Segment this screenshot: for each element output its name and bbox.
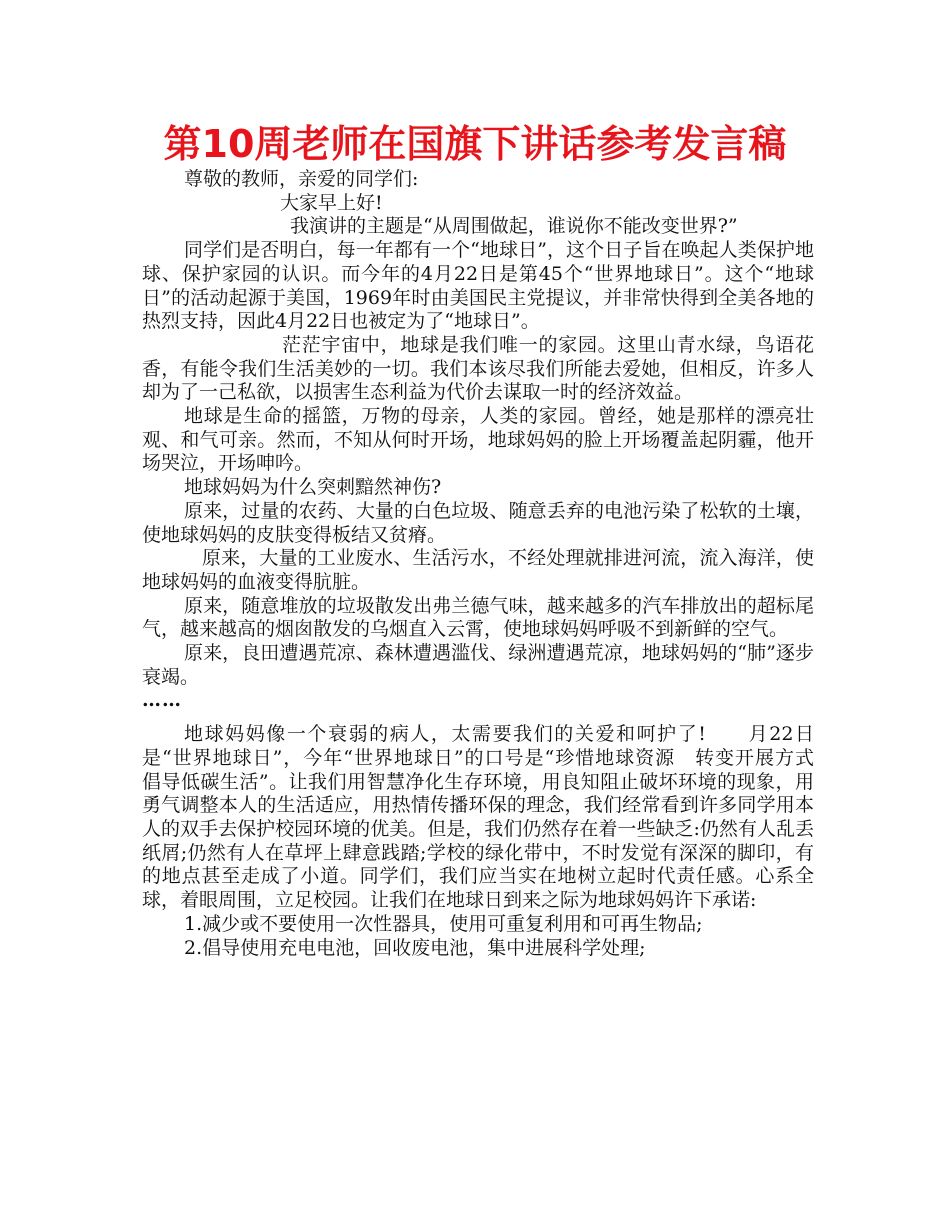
speech-topic: 我演讲的主题是“从周围做起，谁说你不能改变世界?” [290,215,738,238]
list-item-1: 1.减少或不要使用一次性器具，使用可重复利用和可再生物品; [184,912,703,935]
salutation: 尊敬的教师，亲爱的同学们: [184,168,419,190]
paragraph-water-pollution: 原来，大量的工业废水、生活污水，不经处理就排进河流，流入海洋，使地球妈妈的血液变得肮脏。 [142,547,814,593]
document-body [142,168,834,960]
paragraph-universe-home: 茫茫宇宙中，地球是我们唯一的家园。这里山青水绿，鸟语花香，有能令我们生活美妙的一切。我们本该尽我们所能去爱她，但相反，许多人却为了一己私欲，以损害生态利益为代价去谋取一时的经济效益。 [142,333,814,404]
paragraph-earth-day-origin: 同学们是否明白，每一年都有一个“地球日”，这个日子旨在唤起人类保护地球、保护家园的认识。而今年的4月22日是第45个“世界地球日”。这个“地球日”的活动起源于美国，1969年时由美国民主党提议，并非常快得到全美各地的热烈支持，因此4月22日也被定为了“地球日”。 [142,239,814,333]
paragraph-call-to-action: 地球妈妈像一个衰弱的病人，太需要我们的关爱和呵护了! 月22日是“世界地球日”，今年“世界地球日”的口号是“珍惜地球资源 转变开展方式 倡导低碳生活”。让我们用智慧净化生存环境，用良知阻止破坏环境的现象，用勇气调整本人的生活适应，用热情传播环保的理念，我们经常看到许多同学用本人的双手去保护校园环境的优美。但是，我们仍然存在着一些缺乏:仍然有人乱丢纸屑;仍然有人在草坪上肆意践踏;学校的绿化带中，不时发觉有深深的脚印，有的地点甚至走成了小道。同学们，我们应当实在地树立起时代责任感。心系全球，着眼周围，立足校园。让我们在地球日到来之际为地球妈妈许下承诺: [142,723,834,912]
paragraph-cradle-of-life: 地球是生命的摇篮，万物的母亲，人类的家园。曾经，她是那样的漂亮壮观、和气可亲。然而，不知从何时开场，地球妈妈的脸上开场覆盖起阴霾，他开场哭泣，开场呻吟。 [142,405,814,475]
paragraph-question: 地球妈妈为什么突刺黯然神伤? [184,476,442,499]
paragraph-lungs: 原来，良田遭遇荒凉、森林遭遇滥伐、绿洲遭遇荒凉，地球妈妈的“肺”逐步衰竭。 [142,642,814,688]
greeting: 大家早上好! [280,191,383,214]
paragraph-air-pollution: 原来，随意堆放的垃圾散发出弗兰德气味，越来越多的汽车排放出的超标尾气，越来越高的烟囱散发的乌烟直入云霄，使地球妈妈呼吸不到新鲜的空气。 [142,594,814,641]
spacer [142,713,814,723]
paragraph-soil-pollution: 原来，过量的农药、大量的白色垃圾、随意丢弃的电池污染了松软的土壤，使地球妈妈的皮肤变得板结又贫瘠。 [142,499,814,546]
list-item-2: 2.倡导使用充电电池，回收废电池，集中进展科学处理; [184,936,646,959]
document-title: 第10周老师在国旗下讲话参考发言稿 [163,122,787,166]
ellipsis: …… [142,689,182,712]
